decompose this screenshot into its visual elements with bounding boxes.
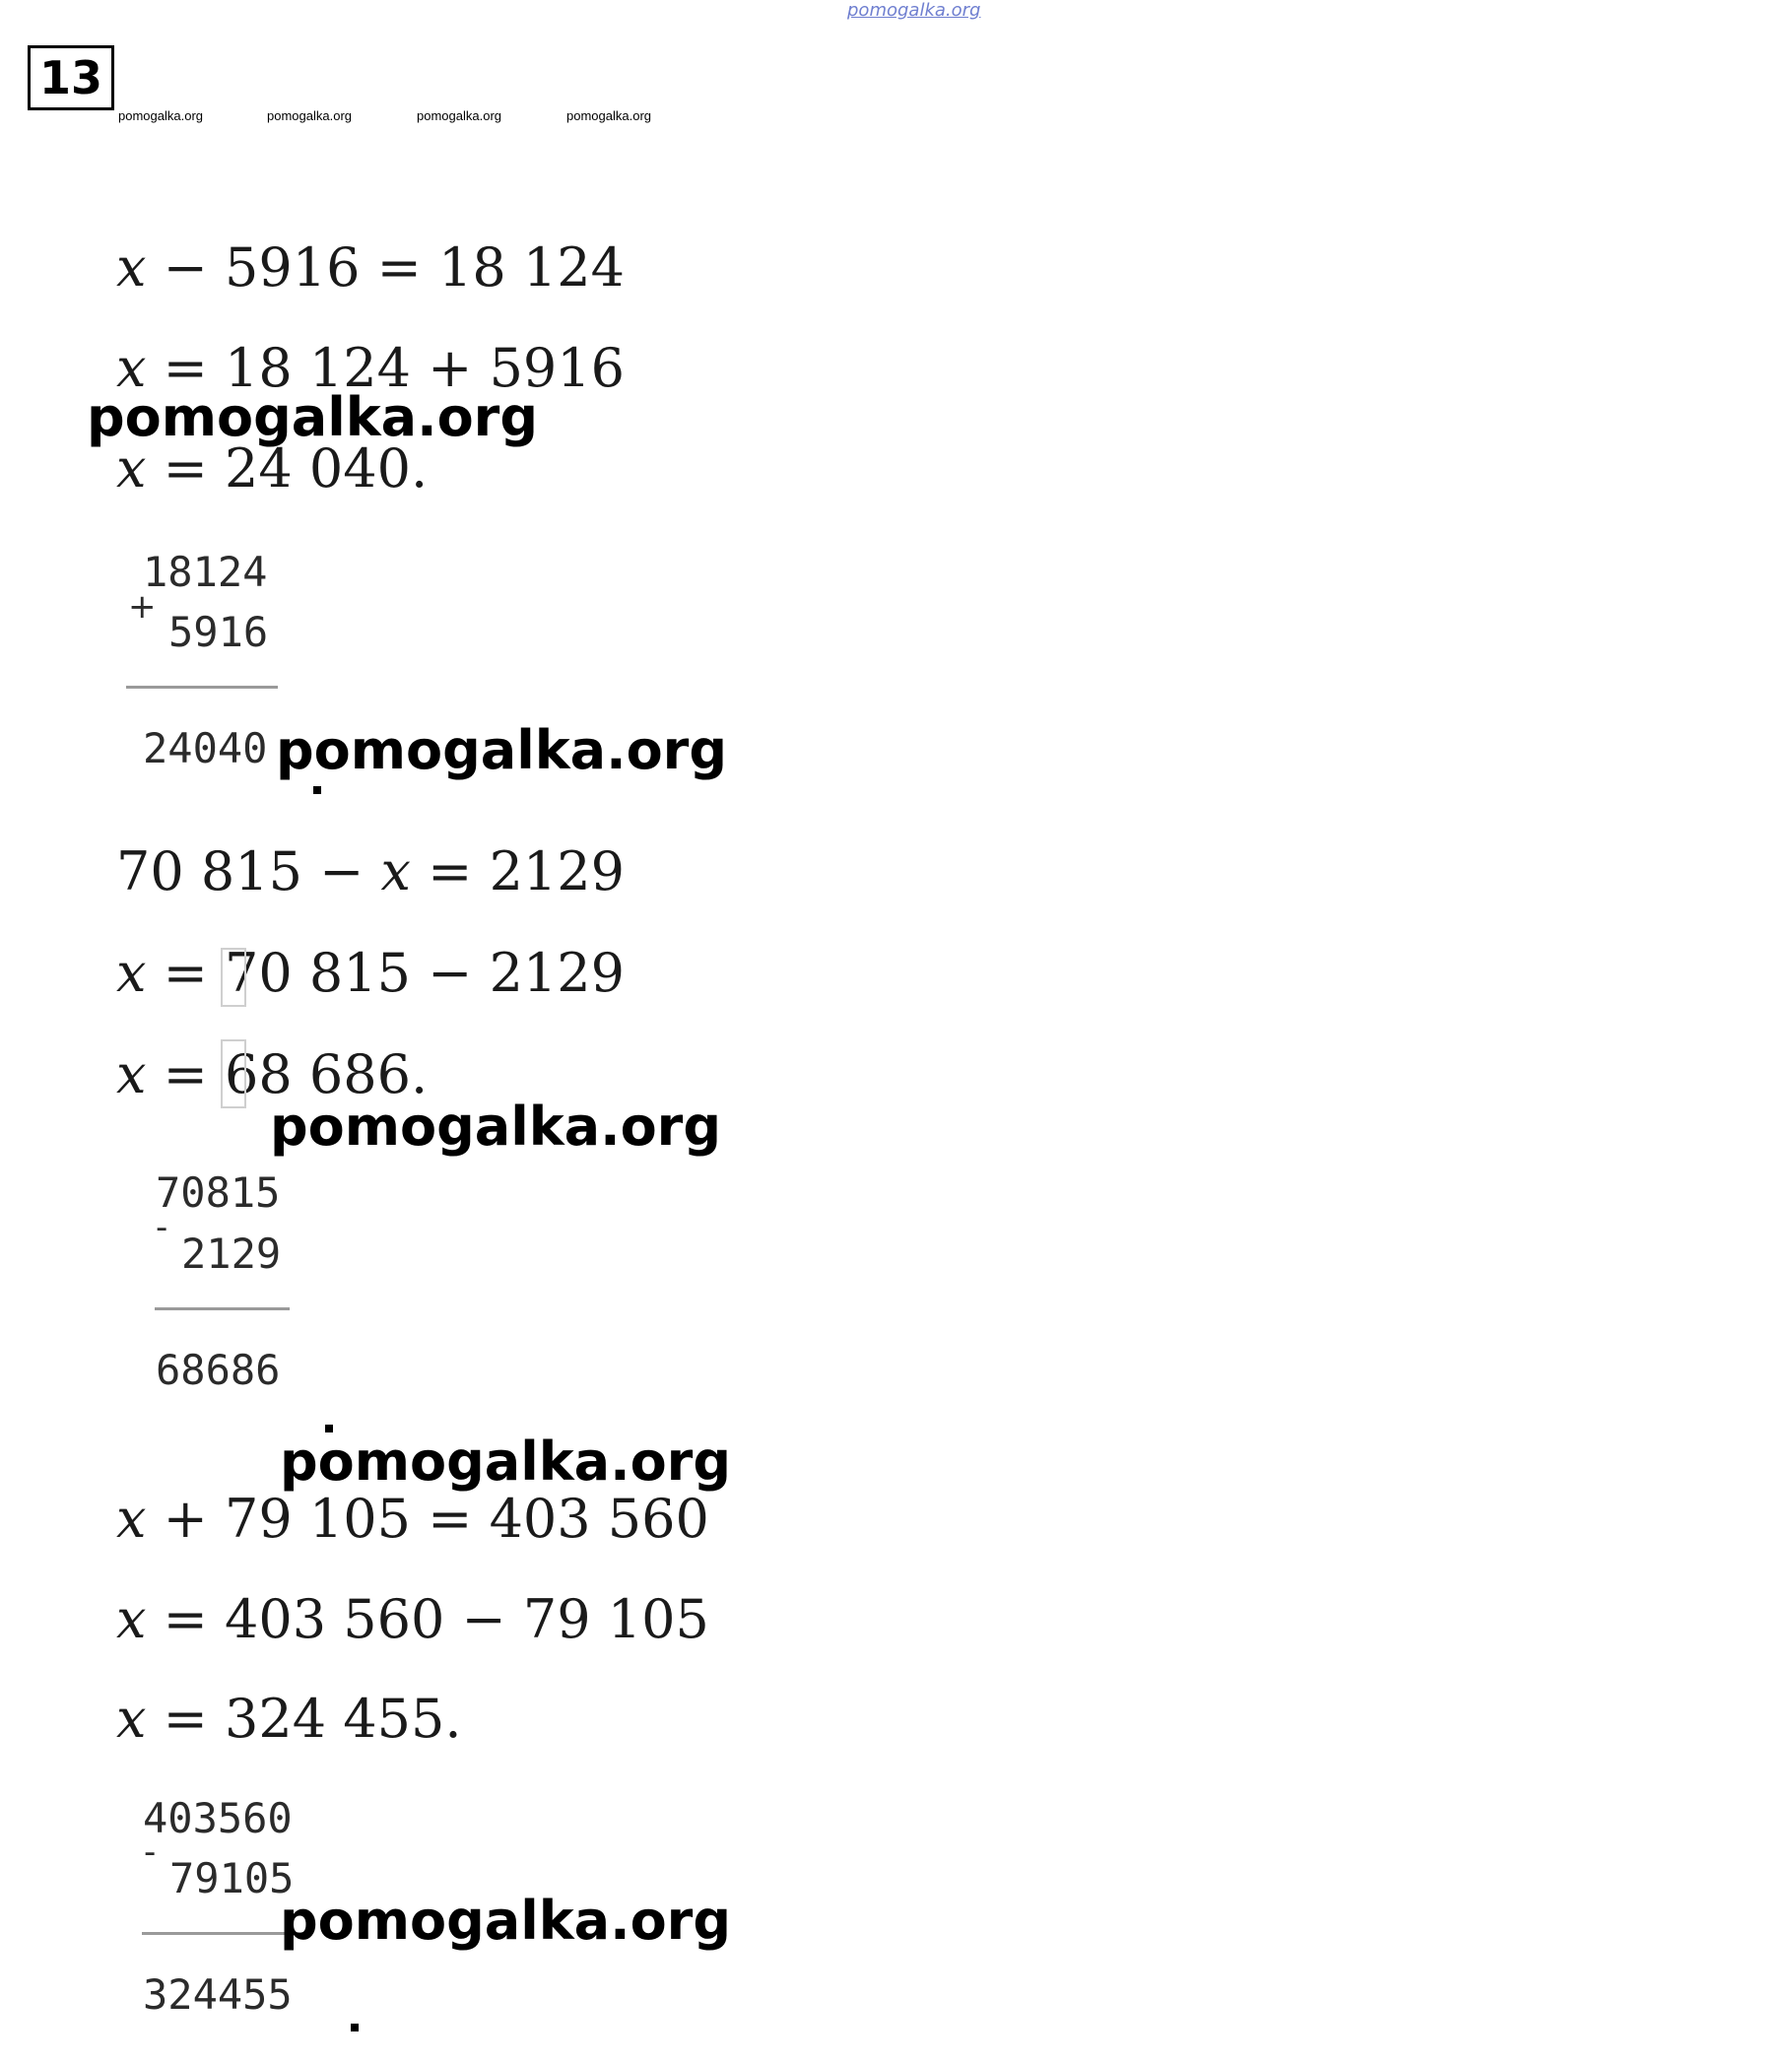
column-top-number: 70815 xyxy=(156,1168,281,1217)
minus-sign: - xyxy=(156,1208,168,1247)
variable: x xyxy=(116,1043,147,1105)
dot xyxy=(351,2024,359,2031)
column-result: 24040 xyxy=(143,724,268,772)
watermark: pomogalka.org xyxy=(280,1431,731,1493)
column-bottom-number: 2129 xyxy=(181,1230,282,1278)
equation-text: = 324 455. xyxy=(146,1688,462,1750)
ghost-cursor-box xyxy=(221,948,246,1007)
small-watermark: pomogalka.org xyxy=(417,108,501,123)
small-watermark: pomogalka.org xyxy=(267,108,352,123)
column-result: 68686 xyxy=(156,1346,281,1394)
equation-text: = 70 815 − 2129 xyxy=(146,942,625,1004)
watermark: pomogalka.org xyxy=(276,719,727,781)
equation-text: = 24 040. xyxy=(146,437,429,499)
task-number-box xyxy=(28,45,114,110)
equation-text: = 2129 xyxy=(411,840,626,902)
watermark: pomogalka.org xyxy=(270,1096,721,1158)
dot xyxy=(313,786,321,794)
variable: x xyxy=(116,236,147,299)
minus-sign: - xyxy=(144,1832,157,1872)
equation-line xyxy=(116,1488,709,1550)
small-watermark: pomogalka.org xyxy=(566,108,651,123)
task-number: 13 xyxy=(38,51,102,104)
column-bottom-number: 79105 xyxy=(169,1854,295,1902)
equation-text: 70 815 − xyxy=(116,840,381,902)
column-top-number: 18124 xyxy=(143,548,268,596)
column-top-number: 403560 xyxy=(143,1794,293,1842)
variable: x xyxy=(116,1688,147,1750)
variable: x xyxy=(116,942,147,1004)
equation-line xyxy=(116,942,625,1004)
variable: x xyxy=(116,337,147,399)
equation-text: = 18 124 + 5916 xyxy=(146,337,625,399)
top-watermark: pomogalka.org xyxy=(847,0,981,21)
equation-line xyxy=(116,236,625,299)
column-bottom-number: 5916 xyxy=(168,608,269,656)
equation-line xyxy=(116,840,625,902)
equation-line xyxy=(116,1588,709,1650)
column-result: 324455 xyxy=(143,1970,293,2019)
variable: x xyxy=(116,437,147,499)
variable: x xyxy=(380,840,411,902)
equation-text: = 403 560 − 79 105 xyxy=(146,1588,709,1650)
column-divider xyxy=(126,686,278,689)
equation-line xyxy=(116,1688,462,1750)
equation-text: − 5916 = 18 124 xyxy=(146,236,625,299)
equation-line xyxy=(116,437,428,499)
column-divider xyxy=(155,1307,290,1310)
variable: x xyxy=(116,1588,147,1650)
watermark: pomogalka.org xyxy=(280,1890,731,1952)
equation-text: = 68 686. xyxy=(146,1043,429,1105)
equation-text: + 79 105 = 403 560 xyxy=(146,1488,709,1550)
plus-sign: + xyxy=(128,587,157,627)
ghost-cursor-box xyxy=(221,1039,246,1108)
variable: x xyxy=(116,1488,147,1550)
small-watermark: pomogalka.org xyxy=(118,108,203,123)
watermark: pomogalka.org xyxy=(87,386,538,448)
